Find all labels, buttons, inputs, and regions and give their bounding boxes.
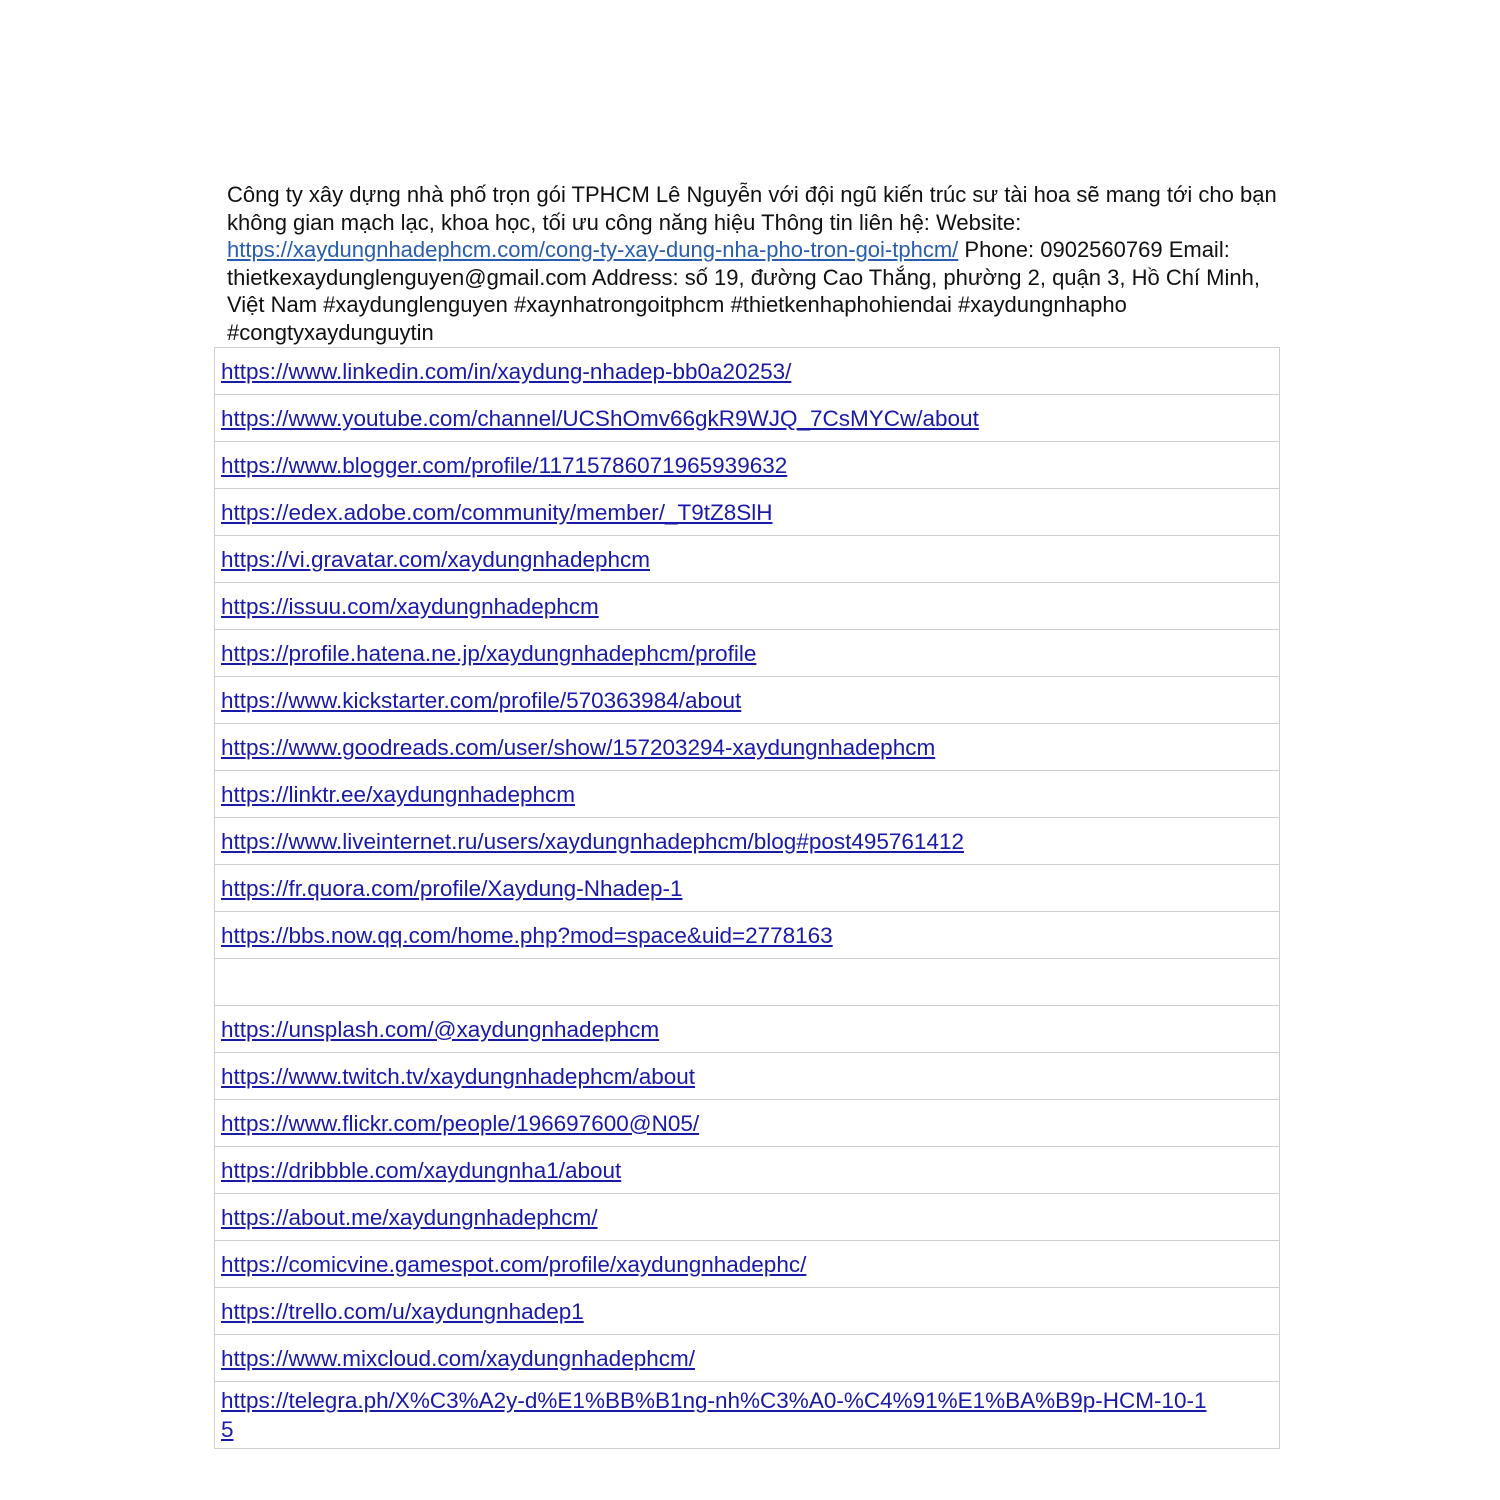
table-cell bbox=[215, 677, 1280, 724]
table-cell bbox=[215, 1382, 1280, 1449]
table-row bbox=[215, 630, 1280, 677]
table-cell bbox=[215, 1194, 1280, 1241]
links-table bbox=[214, 347, 1280, 1449]
profile-link[interactable]: https://issuu.com/xaydungnhadephcm bbox=[221, 593, 599, 619]
profile-link[interactable]: https://trello.com/u/xaydungnhadep1 bbox=[221, 1298, 584, 1324]
table-cell bbox=[215, 818, 1280, 865]
profile-link[interactable]: https://www.mixcloud.com/xaydungnhadephcm/ bbox=[221, 1345, 695, 1371]
table-cell bbox=[215, 1100, 1280, 1147]
table-row bbox=[215, 583, 1280, 630]
table-cell bbox=[215, 395, 1280, 442]
table-row bbox=[215, 1288, 1280, 1335]
profile-link[interactable]: https://telegra.ph/X%C3%A2y-d%E1%BB%B1ng-nh%C3%A0-%C4%91%E1%BA%B9p-HCM-10-15 bbox=[221, 1388, 1207, 1442]
table-row bbox=[215, 348, 1280, 395]
table-cell bbox=[215, 865, 1280, 912]
table-row bbox=[215, 1335, 1280, 1382]
table-cell bbox=[215, 489, 1280, 536]
table-row bbox=[215, 677, 1280, 724]
table-row bbox=[215, 1241, 1280, 1288]
table-cell bbox=[215, 1147, 1280, 1194]
table-row bbox=[215, 536, 1280, 583]
profile-link[interactable]: https://www.kickstarter.com/profile/570363984/about bbox=[221, 687, 742, 713]
intro-text: Công ty xây dựng nhà phố trọn gói TPHCM Lê Nguyễn với đội ngũ kiến trúc sư tài hoa sẽ mang tới cho bạn không gian mạch lạc, khoa học, tối ưu công năng hiệu Thông tin liên hệ: Website: bbox=[227, 182, 1277, 235]
table-cell bbox=[215, 724, 1280, 771]
table-row bbox=[215, 1147, 1280, 1194]
website-link[interactable]: https://xaydungnhadephcm.com/cong-ty-xay-dung-nha-pho-tron-goi-tphcm/ bbox=[227, 237, 959, 262]
profile-link[interactable]: https://dribbble.com/xaydungnha1/about bbox=[221, 1157, 622, 1183]
profile-link[interactable]: https://profile.hatena.ne.jp/xaydungnhadephcm/profile bbox=[221, 640, 757, 666]
table-row bbox=[215, 1382, 1280, 1449]
table-cell bbox=[215, 1241, 1280, 1288]
profile-link[interactable]: https://fr.quora.com/profile/Xaydung-Nhadep-1 bbox=[221, 875, 683, 901]
profile-link[interactable]: https://bbs.now.qq.com/home.php?mod=space&uid=2778163 bbox=[221, 922, 833, 948]
table-cell bbox=[215, 771, 1280, 818]
profile-link[interactable]: https://unsplash.com/@xaydungnhadephcm bbox=[221, 1016, 660, 1042]
table-row bbox=[215, 1053, 1280, 1100]
table-cell bbox=[215, 1288, 1280, 1335]
profile-link[interactable]: https://linktr.ee/xaydungnhadephcm bbox=[221, 781, 575, 807]
table-row bbox=[215, 1100, 1280, 1147]
table-cell bbox=[215, 583, 1280, 630]
table-row bbox=[215, 724, 1280, 771]
table-cell bbox=[215, 1006, 1280, 1053]
profile-link[interactable]: https://www.flickr.com/people/196697600@N05/ bbox=[221, 1110, 700, 1136]
table-cell bbox=[215, 630, 1280, 677]
profile-link[interactable]: https://comicvine.gamespot.com/profile/xaydungnhadephc/ bbox=[221, 1251, 807, 1277]
table-row bbox=[215, 959, 1280, 1006]
profile-link[interactable]: https://www.goodreads.com/user/show/157203294-xaydungnhadephcm bbox=[221, 734, 936, 760]
profile-link[interactable]: https://www.linkedin.com/in/xaydung-nhadep-bb0a20253/ bbox=[221, 358, 792, 384]
table-row bbox=[215, 395, 1280, 442]
table-cell bbox=[215, 536, 1280, 583]
table-row bbox=[215, 1006, 1280, 1053]
table-row bbox=[215, 1194, 1280, 1241]
table-row bbox=[215, 489, 1280, 536]
contact-text: Phone: 0902560769 Email: thietkexaydunglenguyen@gmail.com Address: số 19, đường Cao Thắng, phường 2, quận 3, Hồ Chí Minh, Việt Nam #xaydunglenguyen #xaynhatrongoitphcm #thietkenhaphohiendai #xaydungnhapho #congtyxaydunguytin bbox=[227, 237, 1260, 345]
profile-link[interactable]: https://www.liveinternet.ru/users/xaydungnhadephcm/blog#post495761412 bbox=[221, 828, 964, 854]
table-cell bbox=[215, 912, 1280, 959]
profile-link[interactable]: https://www.blogger.com/profile/11715786071965939632 bbox=[221, 452, 788, 478]
profile-link[interactable]: https://vi.gravatar.com/xaydungnhadephcm bbox=[221, 546, 650, 572]
table-row bbox=[215, 442, 1280, 489]
profile-link[interactable]: https://www.youtube.com/channel/UCShOmv66gkR9WJQ_7CsMYCw/about bbox=[221, 405, 979, 431]
table-row bbox=[215, 912, 1280, 959]
table-cell bbox=[215, 1053, 1280, 1100]
profile-link[interactable]: https://about.me/xaydungnhadephcm/ bbox=[221, 1204, 598, 1230]
table-cell bbox=[215, 442, 1280, 489]
profile-link[interactable]: https://www.twitch.tv/xaydungnhadephcm/about bbox=[221, 1063, 696, 1089]
profile-link[interactable]: https://edex.adobe.com/community/member/_T9tZ8SlH bbox=[221, 499, 773, 525]
table-row bbox=[215, 771, 1280, 818]
table-cell bbox=[215, 1335, 1280, 1382]
table-row bbox=[215, 865, 1280, 912]
intro-paragraph bbox=[227, 181, 1297, 346]
table-cell bbox=[215, 959, 1280, 1006]
table-row bbox=[215, 818, 1280, 865]
table-cell bbox=[215, 348, 1280, 395]
